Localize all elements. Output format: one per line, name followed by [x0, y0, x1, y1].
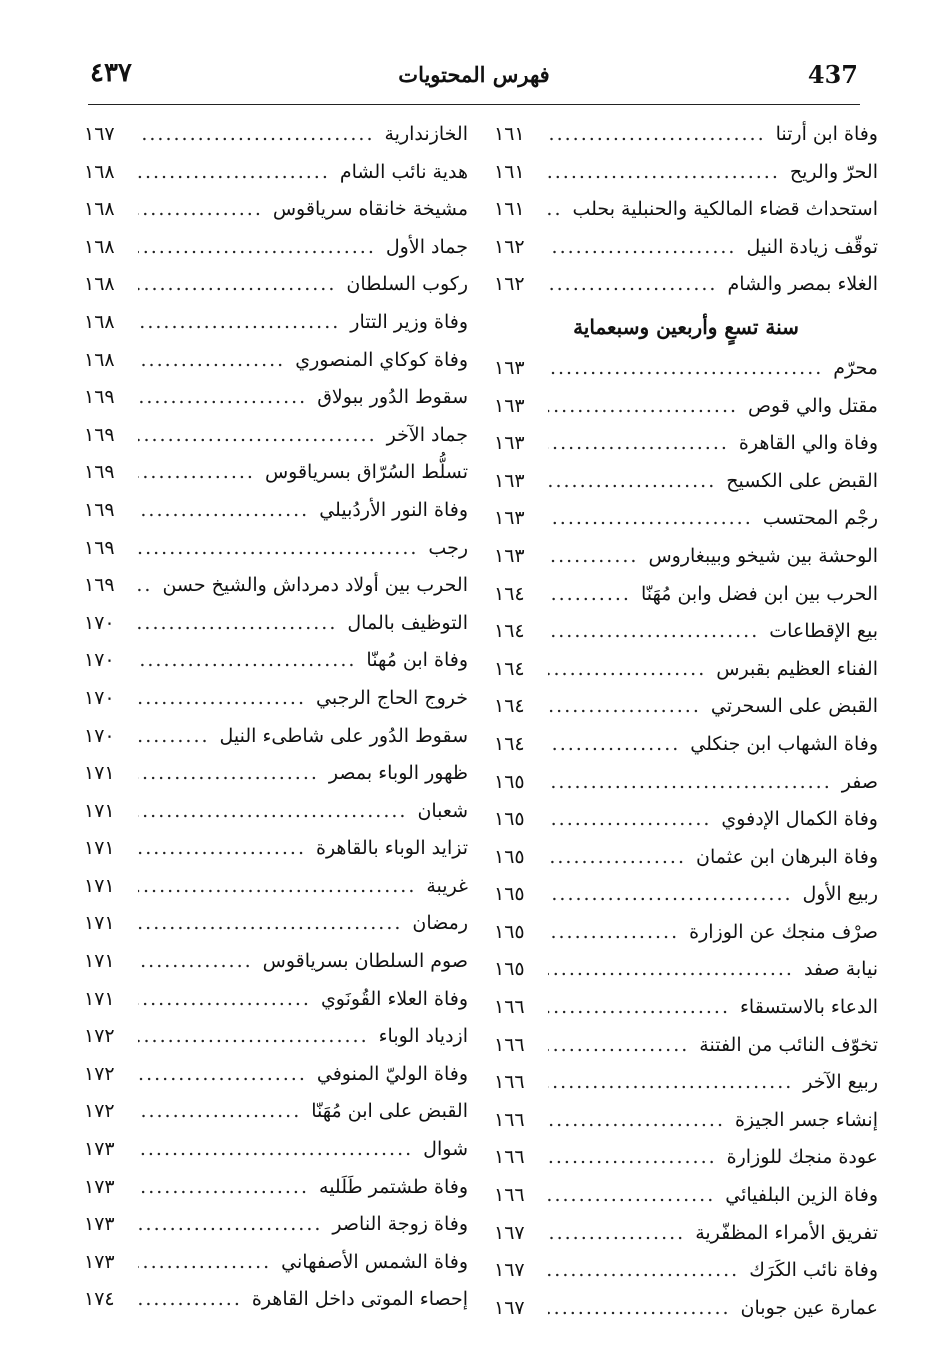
toc-entry-page: ١٦٧: [84, 123, 115, 145]
toc-entry-page: ١٦٧: [494, 1259, 525, 1282]
toc-entry-title: وفاة طشتمر طَلَليه: [319, 1175, 468, 1198]
left-column-entries: [84, 116, 468, 1319]
toc-entry: [84, 1093, 468, 1131]
toc-entry-title: وفاة والي القاهرة: [738, 432, 878, 455]
toc-entry: [84, 1169, 468, 1207]
toc-entry-page: ١٦٢: [494, 273, 525, 296]
toc-entry: [494, 726, 878, 764]
toc-entry-title: تفريق الأمراء المظفّرية: [695, 1221, 878, 1244]
toc-entry-page: ١٦٩: [84, 536, 115, 559]
toc-entry-page: ١٦٥: [494, 845, 525, 868]
toc-entry-title: وفاة النور الأردُبيلي: [319, 498, 468, 521]
dot-leader: [138, 1169, 309, 1207]
dot-leader: [548, 538, 638, 576]
toc-entry-title: رمضان: [412, 912, 468, 935]
toc-entry-title: وفاة ابن مُهنّا: [366, 649, 468, 672]
toc-entry: [494, 801, 878, 839]
dot-leader: [548, 463, 716, 501]
toc-entry: [84, 1244, 468, 1282]
toc-entry: [494, 1102, 878, 1140]
toc-entry: [84, 342, 468, 380]
toc-entry: [494, 951, 878, 989]
toc-entry: [84, 229, 468, 267]
page-number-latin: 437: [807, 60, 858, 89]
dot-leader: [138, 830, 306, 868]
toc-entry-page: ١٦٤: [494, 695, 525, 718]
toc-entry-title: الدعاء بالاستسقاء: [740, 996, 878, 1019]
dot-leader: [548, 500, 753, 538]
toc-entry: [494, 989, 878, 1027]
dot-leader: [548, 764, 832, 802]
toc-entry-page: ١٦٣: [494, 356, 525, 379]
toc-entry-title: رجب: [428, 536, 468, 559]
dot-leader: [138, 266, 336, 304]
toc-entry: [494, 154, 878, 192]
toc-entry-page: ١٦٧: [494, 1221, 525, 1244]
toc-entry: [84, 1056, 468, 1094]
toc-entry-page: ١٧٢: [84, 1062, 115, 1085]
toc-entry-page: ١٦٩: [84, 386, 115, 409]
toc-entry-page: ١٦٣: [494, 432, 525, 455]
dot-leader: [138, 755, 319, 793]
toc-entry-page: ١٦٦: [494, 1108, 525, 1131]
dot-leader: [548, 1139, 717, 1177]
dot-leader: [548, 613, 759, 651]
toc-entry-page: ١٧٢: [84, 1100, 115, 1123]
page-number-arabic: ٤٣٧: [90, 58, 132, 88]
toc-entry-page: ١٦٩: [84, 574, 115, 597]
toc-entry: [494, 764, 878, 802]
toc-entry-title: وفاة ابن أرتنا: [775, 123, 878, 145]
toc-entry: [494, 425, 878, 463]
dot-leader: [138, 1056, 307, 1094]
toc-entry-title: القبض على الكسيح: [726, 469, 878, 492]
toc-entry: [84, 943, 468, 981]
toc-entry-page: ١٦٥: [494, 808, 525, 831]
toc-entry-title: وفاة كوكاي المنصوري: [295, 348, 468, 371]
dot-leader: [548, 229, 736, 267]
toc-entry: [84, 379, 468, 417]
toc-entry-title: بيع الإقطاعات: [769, 620, 878, 643]
toc-entry-title: القبض على السحرتي: [710, 695, 878, 718]
dot-leader: [138, 943, 253, 981]
toc-entry-title: ظهور الوباء بمصر: [328, 762, 468, 785]
toc-entry-page: ١٧٠: [84, 686, 115, 709]
toc-entry-title: وفاة نائب الكَرَك: [749, 1259, 878, 1282]
toc-entry-title: الخازندارية: [384, 123, 468, 145]
toc-entry-page: ١٧١: [84, 874, 115, 897]
dot-leader: [138, 1206, 322, 1244]
toc-entry: [494, 688, 878, 726]
dot-leader: [138, 530, 418, 568]
toc-entry-title: وفاة زوجة الناصر: [332, 1213, 468, 1236]
toc-entry-page: ١٦٥: [494, 958, 525, 981]
toc-entry: [494, 388, 878, 426]
toc-entry-page: ١٦١: [494, 160, 525, 183]
toc-entry: [494, 1290, 878, 1328]
toc-entry-title: الحرب بين أولاد دمرداش والشيخ حسن: [162, 574, 468, 597]
page-header: [88, 54, 860, 100]
toc-entry-page: ١٦٥: [494, 883, 525, 906]
toc-entry: [84, 605, 468, 643]
toc-entry: [84, 116, 468, 154]
toc-entry-title: وفاة الوليّ المنوفي: [316, 1062, 468, 1085]
toc-entry: [84, 905, 468, 943]
toc-entry: [84, 266, 468, 304]
toc-entry-page: ١٧١: [84, 762, 115, 785]
dot-leader: [548, 266, 717, 304]
toc-entry-title: وفاة العلاء القُونَوي: [320, 987, 468, 1010]
toc-entry-page: ١٦٦: [494, 1071, 525, 1094]
toc-entry-title: استحداث قضاء المالكية والحنبلية بحلب: [572, 198, 878, 221]
toc-entry-page: ١٧١: [84, 950, 115, 973]
toc-entry: [84, 680, 468, 718]
toc-entry-page: ١٧١: [84, 987, 115, 1010]
toc-entry: [494, 613, 878, 651]
toc-entry-title: ربيع الآخر: [803, 1071, 878, 1094]
toc-entry-page: ١٦٥: [494, 920, 525, 943]
toc-entry-page: ١٧١: [84, 837, 115, 860]
toc-entry-page: ١٦٣: [494, 507, 525, 530]
toc-entry: [84, 793, 468, 831]
toc-entry: [84, 1206, 468, 1244]
dot-leader: [138, 680, 306, 718]
toc-entry: [494, 500, 878, 538]
toc-entry-title: تزايد الوباء بالقاهرة: [315, 837, 468, 860]
dot-leader: [548, 1290, 731, 1328]
dot-leader: [548, 1102, 725, 1140]
toc-entry-page: ١٧٣: [84, 1213, 115, 1236]
toc-entry: [494, 876, 878, 914]
toc-entry-title: سقوط الدُور على شاطىء النيل: [219, 724, 468, 747]
toc-entry-title: مشيخة خانقاه سرياقوس: [272, 198, 468, 221]
dot-leader: [138, 605, 337, 643]
toc-entry-title: صفر: [841, 770, 878, 793]
toc-entry-title: الحرّ والريح: [789, 160, 878, 183]
toc-entry-title: توقّف زيادة النيل: [746, 235, 878, 258]
dot-leader: [138, 1018, 369, 1056]
dot-leader: [548, 1027, 689, 1065]
toc-entry: [84, 191, 468, 229]
toc-entry-title: سقوط الدُور ببولاق: [317, 386, 468, 409]
toc-entry: [494, 839, 878, 877]
toc-entry-title: عمارة عين جوبان: [740, 1296, 878, 1319]
toc-entry-page: ١٦٨: [84, 310, 115, 333]
toc-entry-page: ١٧٣: [84, 1250, 115, 1273]
toc-entry-page: ١٧٢: [84, 1025, 115, 1048]
section-heading: سنة تسعٍ وأربعين وسبعماية: [573, 314, 799, 339]
right-column: [494, 116, 878, 1327]
toc-entry: [494, 538, 878, 576]
toc-entry-page: ١٦٣: [494, 544, 525, 567]
dot-leader: [138, 379, 307, 417]
toc-entry-page: ١٦٦: [494, 996, 525, 1019]
dot-leader: [548, 726, 680, 764]
toc-entry: [494, 576, 878, 614]
toc-entry-title: غريبة: [426, 874, 468, 897]
dot-leader: [548, 688, 701, 726]
toc-entry-page: ١٦٤: [494, 620, 525, 643]
toc-entry-title: الفناء العظيم بقبرس: [716, 657, 878, 680]
dot-leader: [138, 1093, 301, 1131]
toc-entry-title: عودة منجك للوزارة: [726, 1146, 878, 1169]
toc-entry: [494, 1064, 878, 1102]
toc-entry-page: ١٧٠: [84, 649, 115, 672]
toc-entry-page: ١٦٢: [494, 235, 525, 258]
toc-entry: [494, 1139, 878, 1177]
toc-entry: [84, 718, 468, 756]
dot-leader: [138, 229, 376, 267]
dot-leader: [138, 718, 210, 756]
dot-leader: [548, 350, 823, 388]
dot-leader: [138, 304, 340, 342]
toc-entry-title: هدية نائب الشام: [339, 160, 468, 183]
toc-entry-page: ١٦٦: [494, 1033, 525, 1056]
toc-entry: [84, 868, 468, 906]
toc-entry-page: ١٦٩: [84, 423, 115, 446]
toc-entry-page: ١٦٦: [494, 1146, 525, 1169]
toc-entry-title: محرّم: [833, 356, 878, 379]
toc-entry-page: ١٧٠: [84, 724, 115, 747]
toc-entry-title: إنشاء جسر الجيزة: [734, 1108, 878, 1131]
dot-leader: [548, 839, 686, 877]
dot-leader: [548, 1177, 715, 1215]
right-column-entries-top: [494, 116, 878, 304]
toc-entry-page: ١٧١: [84, 912, 115, 935]
toc-entry-title: الحرب بين ابن فضل وابن مُهَنّا: [640, 582, 878, 605]
toc-entry-page: ١٦٨: [84, 160, 115, 183]
toc-entry-page: ١٦٤: [494, 657, 525, 680]
toc-entry-title: وفاة الشمس الأصفهاني: [281, 1250, 468, 1273]
toc-entry-title: الغلاء بمصر والشام: [727, 273, 878, 296]
dot-leader: [548, 1252, 739, 1290]
toc-entry-title: التوظيف بالمال: [347, 611, 468, 634]
toc-entry-title: صرْف منجك عن الوزارة: [689, 920, 878, 943]
dot-leader: [138, 116, 375, 154]
toc-entry-title: إحصاء الموتى داخل القاهرة: [251, 1288, 468, 1311]
toc-entry-title: وفاة البرهان ابن عثمان: [696, 845, 878, 868]
toc-entry: [84, 154, 468, 192]
toc-entry-page: ١٧٠: [84, 611, 115, 634]
toc-entry: [84, 830, 468, 868]
toc-entry-title: رجْم المحتسب: [762, 507, 878, 530]
dot-leader: [138, 154, 330, 192]
toc-entry: [494, 116, 878, 154]
dot-leader: [138, 1131, 413, 1169]
toc-entry-title: وفاة الشهاب ابن جنكلي: [690, 732, 878, 755]
toc-entry: [84, 304, 468, 342]
toc-entry-title: وفاة الكمال الإدفوي: [721, 808, 878, 831]
toc-entry-page: ١٦٧: [494, 1296, 525, 1319]
toc-entry: [84, 530, 468, 568]
toc-entry-page: ١٦٨: [84, 273, 115, 296]
toc-entry-page: ١٦٩: [84, 461, 115, 484]
toc-entry-page: ١٦٥: [494, 770, 525, 793]
dot-leader: [548, 801, 711, 839]
toc-entry: [494, 914, 878, 952]
dot-leader: [138, 1281, 242, 1319]
toc-entry-title: جماد الآخر: [386, 423, 468, 446]
toc-entry-page: ١٦٩: [84, 498, 115, 521]
toc-entry-title: جماد الأول: [385, 235, 468, 258]
toc-entry-title: شعبان: [417, 799, 468, 822]
dot-leader: [138, 642, 356, 680]
dot-leader: [548, 191, 562, 229]
toc-entry-page: ١٦١: [494, 198, 525, 221]
dot-leader: [138, 342, 285, 380]
dot-leader: [548, 951, 794, 989]
toc-entry-title: ربيع الأول: [802, 883, 878, 906]
dot-leader: [548, 876, 793, 914]
toc-entry: [84, 492, 468, 530]
dot-leader: [138, 981, 311, 1019]
toc-entry-title: صوم السلطان بسرياقوس: [262, 950, 468, 973]
dot-leader: [138, 905, 402, 943]
toc-entry-title: مقتل والي قوص: [748, 394, 878, 417]
dot-leader: [548, 651, 706, 689]
toc-entry: [84, 1281, 468, 1319]
dot-leader: [138, 868, 416, 906]
dot-leader: [548, 914, 679, 952]
toc-entry-page: ١٦٦: [494, 1184, 525, 1207]
toc-entry: [494, 229, 878, 267]
toc-entry: [84, 981, 468, 1019]
toc-entry-title: تسلُّط السُرّاق بسرياقوس: [264, 461, 468, 484]
toc-entry: [84, 417, 468, 455]
header-rule: [88, 104, 860, 105]
toc-entry-page: ١٦٤: [494, 732, 525, 755]
toc-entry: [494, 1252, 878, 1290]
toc-entry-title: خروج الحاج الرجبي: [316, 686, 468, 709]
dot-leader: [138, 492, 309, 530]
dot-leader: [138, 793, 407, 831]
toc-entry-title: شوال: [423, 1138, 468, 1161]
toc-entry-title: وفاة وزير التتار: [350, 310, 468, 333]
toc-entry: [84, 1131, 468, 1169]
toc-entry-page: ١٧٤: [84, 1288, 115, 1311]
toc-entry: [494, 1215, 878, 1253]
toc-entry: [494, 463, 878, 501]
toc-entry: [494, 350, 878, 388]
left-column: [84, 116, 468, 1319]
toc-entry-title: نيابة صفد: [803, 958, 878, 981]
dot-leader: [138, 567, 152, 605]
toc-entry: [84, 642, 468, 680]
toc-entry-title: تخوّف النائب من الفتنة: [699, 1033, 878, 1056]
dot-leader: [548, 1064, 793, 1102]
dot-leader: [138, 417, 377, 455]
toc-entry: [494, 191, 878, 229]
running-title: فهرس المحتويات: [398, 62, 550, 87]
dot-leader: [548, 425, 729, 463]
toc-entry-page: ١٧١: [84, 799, 115, 822]
dot-leader: [548, 989, 730, 1027]
toc-entry: [84, 567, 468, 605]
dot-leader: [548, 154, 780, 192]
toc-entry: [84, 1018, 468, 1056]
toc-entry-title: القبض على ابن مُهَنّا: [311, 1100, 468, 1123]
toc-entry: [494, 651, 878, 689]
toc-entry-title: وفاة الزين البلفيائي: [725, 1184, 878, 1207]
toc-entry-page: ١٧٣: [84, 1175, 115, 1198]
dot-leader: [138, 454, 255, 492]
toc-entry-page: ١٦٨: [84, 235, 115, 258]
toc-entry-page: ١٦٤: [494, 582, 525, 605]
toc-entry-title: ركوب السلطان: [346, 273, 468, 296]
dot-leader: [138, 191, 263, 229]
toc-entry-page: ١٦٣: [494, 469, 525, 492]
dot-leader: [548, 388, 738, 426]
dot-leader: [548, 116, 766, 154]
toc-entry-page: ١٦٣: [494, 394, 525, 417]
toc-entry: [494, 266, 878, 304]
toc-entry-page: ١٦١: [494, 123, 525, 145]
toc-entry: [84, 454, 468, 492]
toc-entry: [84, 755, 468, 793]
right-column-entries-bottom: [494, 350, 878, 1327]
dot-leader: [548, 1215, 685, 1253]
toc-entry-page: ١٧٣: [84, 1138, 115, 1161]
dot-leader: [548, 576, 631, 614]
toc-entry-title: الوحشة بين شيخو وبيبغاروس: [648, 544, 878, 567]
toc-entry-page: ١٦٨: [84, 198, 115, 221]
toc-entry: [494, 1027, 878, 1065]
toc-entry-title: ازدياد الوباء: [378, 1025, 468, 1048]
toc-entry: [494, 1177, 878, 1215]
toc-entry-page: ١٦٨: [84, 348, 115, 371]
dot-leader: [138, 1244, 271, 1282]
